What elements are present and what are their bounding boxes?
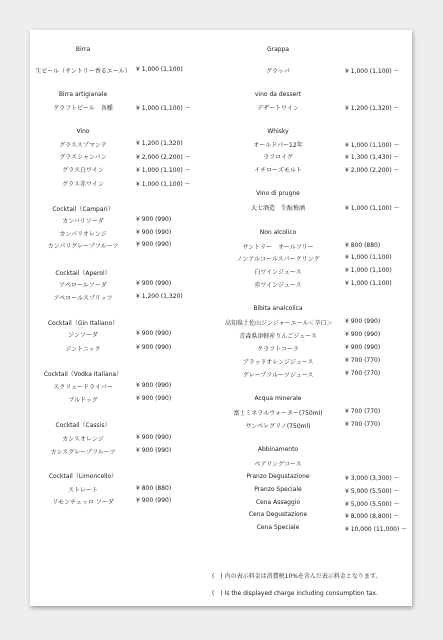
item-name: アペロールスプリッツ (53, 295, 113, 302)
item-price: ¥ 900 (990) (136, 344, 172, 351)
item-name: Cena Assaggio (255, 499, 301, 506)
item-price: ¥ 900 (990) (136, 447, 172, 454)
item-name: リモンチェッロ ソーダ (52, 499, 114, 506)
item-name: カンパリオレンジ (59, 231, 107, 238)
section-heading: Non alcolico (259, 229, 297, 236)
section-heading: Whisky (267, 128, 289, 135)
item-name: ノンアルコールスパークリング (236, 256, 320, 263)
tax-note-ja: ( ) 内の表示料金は消費税10%を含んだ表示料金となります。 (212, 573, 382, 580)
item-name: ジントニック (65, 346, 101, 353)
item-name: 富士ミネラルウォーター(750ml) (233, 410, 323, 417)
item-price: ¥ 1,000 (1,100) (345, 280, 392, 287)
item-price: ¥ 900 (990) (136, 330, 172, 337)
item-price: ¥ 800 (880) (345, 242, 381, 249)
item-price: ¥ 8,000 (8,800) 〜 (345, 513, 400, 520)
item-name: ストレート (67, 487, 98, 494)
section-heading: Vino di prugne (256, 190, 300, 197)
item-name: サンペレグリノ(750ml) (245, 423, 311, 430)
item-name: 大七酒造 生酛梅酒 (250, 205, 305, 212)
item-name: クラフトビール 各種 (53, 105, 113, 112)
item-name: オールドパー12年 (253, 142, 303, 149)
section-heading: Vino (76, 128, 90, 135)
item-price: ¥ 900 (990) (136, 216, 172, 223)
section-heading: vino da dessert (254, 91, 302, 98)
item-name: 白ワインジュース (254, 269, 302, 276)
item-price: ¥ 1,300 (1,430) 〜 (345, 154, 400, 161)
item-name: グラッパ (266, 68, 290, 75)
item-name: 赤ワインジュース (254, 282, 302, 289)
section-heading: Bibita analcolica (253, 305, 303, 312)
item-name: Pranzo Speciale (254, 486, 302, 493)
item-price: ¥ 900 (990) (345, 331, 381, 338)
item-price: ¥ 1,000 (1,100) 〜 (345, 142, 400, 149)
item-price: ¥ 1,200 (1,320) (136, 140, 183, 147)
item-price: ¥ 2,000 (2,200) 〜 (345, 167, 400, 174)
item-name: グラス赤ワイン (62, 181, 104, 188)
item-price: ¥ 900 (990) (136, 280, 172, 287)
item-price: ¥ 700 (770) (345, 357, 381, 364)
item-price: ¥ 700 (770) (345, 408, 381, 415)
item-name: Cena Speciale (256, 524, 300, 531)
item-name: 生ビール（サントリー香るエール） (35, 68, 131, 75)
section-heading: Cocktail（Gin Italiano） (47, 320, 119, 327)
section-heading: Cocktail（Limoncello） (48, 473, 118, 480)
section-heading: Birra artigianale (58, 91, 108, 98)
item-price: ¥ 900 (990) (136, 229, 172, 236)
item-price: ¥ 10,000 (11,000) 〜 (345, 526, 408, 533)
item-name: ブルドッグ (68, 397, 98, 404)
item-price: ¥ 900 (990) (136, 497, 172, 504)
item-name: クラフトコーラ (257, 346, 299, 353)
section-heading: Cocktail（Vodka Italiana） (43, 371, 123, 378)
item-name: カシスグレープフルーツ (50, 449, 116, 456)
item-price: ¥ 1,000 (1,100) 〜 (136, 167, 191, 174)
item-name: デザートワイン (257, 105, 299, 112)
tax-note-en: ( ) Is the displayed charge including consumption tax. (212, 590, 378, 597)
section-heading: Abbinamento (257, 446, 299, 453)
section-heading: Grappa (266, 46, 290, 53)
item-name: 高知県土佐山ジンジャーエール＜辛口＞ (225, 320, 333, 327)
item-price: ¥ 1,200 (1,320) 〜 (345, 105, 400, 112)
item-price: ¥ 1,000 (1,100) 〜 (345, 68, 400, 75)
section-heading: Cocktail（Aperol） (55, 270, 111, 277)
item-name: サントリー オールフリー (242, 244, 314, 251)
item-name: カシスオレンジ (62, 436, 104, 443)
item-name: ラフロイグ (263, 154, 293, 161)
item-name: Pranzo Degustazione (246, 473, 310, 480)
item-price: ¥ 1,000 (1,100) 〜 (136, 105, 191, 112)
item-price: ¥ 2,000 (2,200) 〜 (136, 154, 191, 161)
item-price: ¥ 700 (770) (345, 370, 381, 377)
item-name: ジンソーダ (68, 332, 98, 339)
item-name: ブラッドオレンジジュース (242, 359, 314, 366)
item-price: ¥ 900 (990) (345, 344, 381, 351)
item-price: ¥ 5,000 (5,500) 〜 (345, 501, 400, 508)
item-name: グラススプマンテ (59, 142, 107, 149)
item-price: ¥ 5,000 (5,500) 〜 (345, 488, 400, 495)
item-price: ¥ 1,000 (1,100) 〜 (136, 181, 191, 188)
item-name: カンパリソーダ (62, 218, 104, 225)
item-price: ¥ 1,000 (1,100) (136, 66, 183, 73)
section-heading: Cocktail（Campari） (52, 206, 114, 213)
item-price: ¥ 1,200 (1,320) (136, 293, 183, 300)
item-name: グラス白ワイン (62, 167, 104, 174)
item-price: ¥ 900 (990) (345, 318, 381, 325)
item-price: ¥ 900 (990) (136, 241, 172, 248)
item-name: カンパリグレープフルーツ (47, 243, 119, 250)
item-price: ¥ 700 (770) (345, 421, 381, 428)
section-heading: Birra (75, 46, 91, 53)
item-price: ¥ 3,000 (3,300) 〜 (345, 475, 400, 482)
item-price: ¥ 900 (990) (136, 382, 172, 389)
item-name: ペアリングコース (254, 461, 302, 468)
item-price: ¥ 800 (880) (136, 485, 172, 492)
item-price: ¥ 900 (990) (136, 395, 172, 402)
item-name: アペロールソーダ (59, 282, 107, 289)
section-heading: Acqua minerale (254, 395, 302, 402)
item-price: ¥ 900 (990) (136, 434, 172, 441)
menu-page (30, 30, 412, 606)
item-name: スクリュードライバー (53, 384, 113, 391)
item-price: ¥ 1,000 (1,100) (345, 254, 392, 261)
item-name: Cena Degustazione (248, 511, 308, 518)
item-name: 青森県津軽産りんごジュース (239, 333, 317, 340)
item-name: イチローズモルト (254, 167, 302, 174)
item-price: ¥ 1,000 (1,100) (345, 267, 392, 274)
section-heading: Cocktail（Cassis） (55, 422, 111, 429)
item-price: ¥ 1,000 (1,100) 〜 (345, 205, 400, 212)
item-name: グラスシャンパン (59, 154, 107, 161)
item-name: グレープフルーツジュース (242, 372, 314, 379)
